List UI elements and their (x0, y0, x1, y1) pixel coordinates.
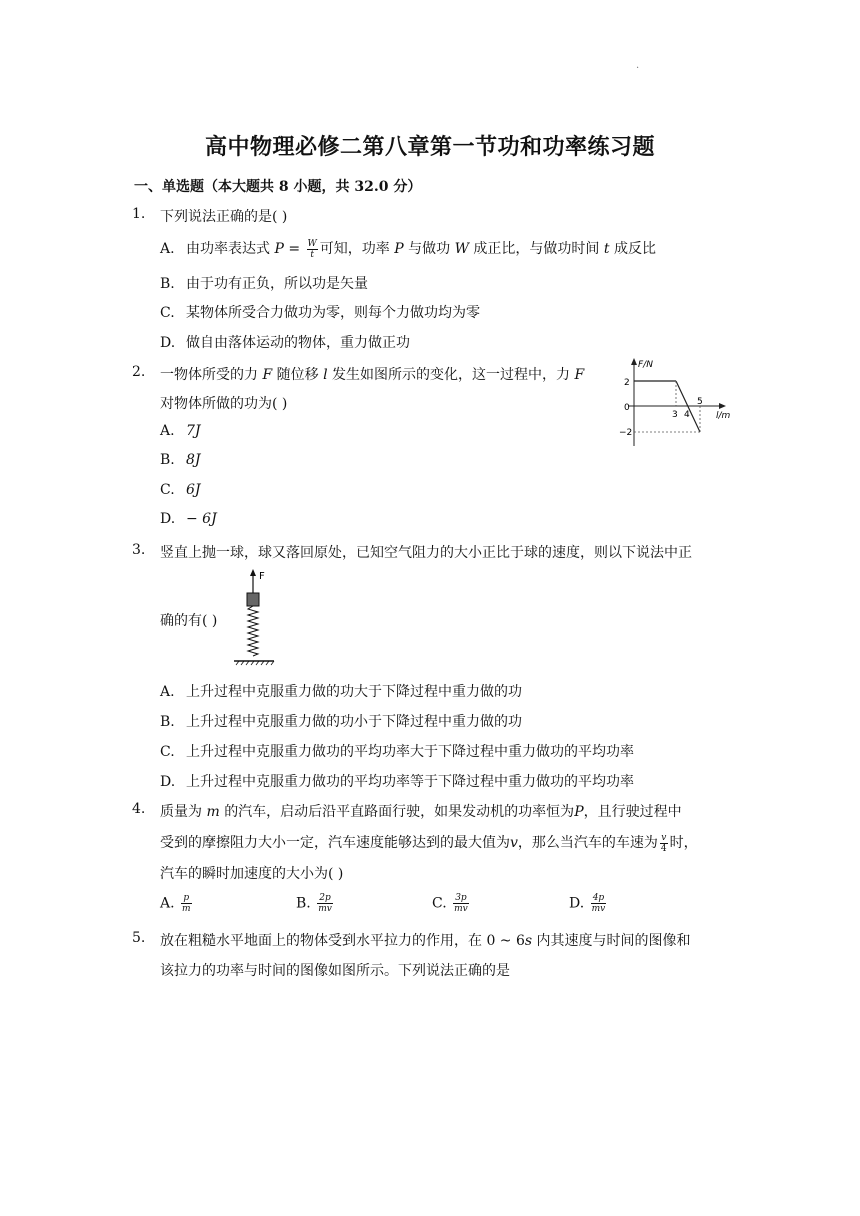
option-label: D. (569, 895, 585, 912)
graph-x-tick: 3 (672, 410, 678, 420)
fraction-p-over-m: $\frac{p}{m}$ (182, 893, 191, 914)
option-label: B. (296, 895, 311, 912)
option-label: A. (160, 423, 175, 439)
block (247, 593, 259, 606)
fraction-w-over-t: $\frac{W}{t}$ (307, 238, 317, 260)
question-4-option-d[interactable] (569, 893, 608, 914)
stem-text: 发生如图所示的变化，这一过程中，力 (332, 367, 571, 383)
option-label: A. (160, 241, 175, 257)
stem-text: 一物体所受的力 (160, 367, 258, 383)
question-5-stem-line-1 (160, 930, 691, 950)
question-3-option-d[interactable] (160, 771, 634, 791)
graph-x-tick: 4 (684, 410, 690, 420)
fraction-v-over-4: $\frac{v}{4}$ (660, 832, 667, 854)
question-4-option-c[interactable] (432, 893, 471, 914)
option-text: 某物体所受合力做功为零，则每个力做功均为零 (186, 305, 480, 321)
stem-text: 放在粗糙水平地面上的物体受到水平拉力的作用，在 (160, 933, 482, 949)
option-label: C. (160, 482, 175, 498)
question-3-option-b[interactable] (160, 711, 522, 731)
option-text: 上升过程中克服重力做的功小于下降过程中重力做的功 (186, 714, 522, 730)
option-text: 上升过程中克服重力做功的平均功率大于下降过程中重力做功的平均功率 (186, 744, 634, 760)
section-heading: 一、单选题（本大题共 8 小题，共 32.0 分） (134, 179, 422, 195)
option-label: D. (160, 774, 176, 790)
stem-text: 时， (669, 835, 698, 851)
option-a-text-1: 由功率表达式 (186, 241, 270, 257)
fraction-4p-over-mv: $\frac{4p}{mv}$ (591, 893, 606, 914)
stem-text: 随位移 (276, 367, 319, 383)
math-v: v (510, 835, 518, 851)
question-1-option-a[interactable]: A. 由功率表达式 P = $\frac{W}{t}$ 可知，功率 P 与做功 W 成正比，与做功时间 t 成反比 (160, 238, 656, 260)
option-text: 做自由落体运动的物体，重力做正功 (186, 335, 410, 351)
fraction-2p-over-mv: $\frac{2p}{mv}$ (318, 893, 332, 914)
question-1-option-c[interactable] (160, 302, 480, 322)
question-1-stem: 下列说法正确的是( ) (160, 209, 288, 225)
force-label: F (259, 571, 265, 582)
question-3-option-a[interactable] (160, 681, 522, 701)
option-label: C. (160, 305, 175, 321)
question-2-stem-line-1 (160, 364, 584, 384)
math-p: P (394, 241, 404, 257)
question-4-stem-line-2 (160, 832, 698, 854)
math-l: l (323, 367, 328, 383)
option-label: C. (432, 895, 447, 912)
math-t: t (603, 241, 610, 257)
spring-block-figure (230, 566, 280, 668)
option-label: D. (160, 511, 176, 527)
question-4-option-a[interactable] (160, 893, 194, 914)
question-2-option-c[interactable] (160, 482, 201, 498)
stem-text: 质量为 (160, 804, 202, 820)
math-f: F (574, 367, 585, 383)
question-1-number: 1. (132, 206, 146, 222)
stem-text: ，且行驶过程中 (583, 804, 682, 820)
question-3-option-c[interactable] (160, 741, 634, 761)
math-f: F (262, 367, 273, 383)
math-w: W (454, 241, 469, 257)
page-title: 高中物理必修二第八章第一节功和功率练习题 (204, 134, 655, 160)
option-a-text-5: 成反比 (613, 241, 656, 257)
graph-x-label: l/m (716, 411, 731, 421)
question-2-option-b[interactable] (160, 452, 201, 468)
spring-icon (248, 606, 258, 656)
question-2-option-d[interactable] (160, 511, 217, 527)
option-text: 上升过程中克服重力做的功大于下降过程中重力做的功 (186, 684, 522, 700)
option-label: A. (160, 895, 175, 912)
option-a-text-2: 可知，功率 (319, 241, 390, 257)
option-label: B. (160, 714, 175, 730)
question-2-number: 2. (132, 364, 146, 380)
graph-y-tick: 2 (624, 378, 630, 388)
option-text: 6J (186, 482, 201, 498)
question-4-number: 4. (132, 801, 146, 817)
option-label: C. (160, 744, 175, 760)
math-m: m (206, 804, 220, 820)
question-2-stem-line-2: 对物体所做的功为( ) (160, 396, 288, 412)
option-text: 上升过程中克服重力做功的平均功率等于下降过程中重力做功的平均功率 (186, 774, 634, 790)
graph-x-tick: 5 (697, 397, 703, 407)
stem-text: ，那么当汽车的车速为 (517, 835, 658, 851)
header-dot: . (636, 60, 640, 71)
math-time-range: 0 ~ 6s (486, 933, 533, 949)
stem-text: 内其速度与时间的图像和 (536, 933, 691, 949)
question-1-option-d[interactable] (160, 332, 410, 352)
option-text: 7J (186, 423, 201, 439)
option-label: B. (160, 452, 175, 468)
fraction-3p-over-mv: $\frac{3p}{mv}$ (454, 893, 468, 914)
graph-y-tick: −2 (619, 428, 633, 438)
option-a-text-3: 与做功 (408, 241, 451, 257)
option-text: 由于功有正负，所以功是矢量 (186, 276, 368, 292)
question-5-stem-line-2: 该拉力的功率与时间的图像如图所示。下列说法正确的是 (160, 963, 510, 979)
math-p: P (574, 804, 584, 820)
question-5-number: 5. (132, 930, 146, 946)
option-text: − 6J (186, 511, 217, 527)
question-4-option-b[interactable] (296, 893, 335, 914)
force-displacement-graph (612, 354, 740, 450)
question-4-stem-line-3: 汽车的瞬时加速度的大小为( ) (160, 866, 344, 882)
question-3-stem-line-1: 竖直上抛一球，球又落回原处，已知空气阻力的大小正比于球的速度，则以下说法中正 (160, 545, 692, 561)
question-2-option-a[interactable] (160, 423, 201, 439)
option-a-text-4: 成正比，与做功时间 (473, 241, 600, 257)
stem-text: 受到的摩擦阻力大小一定，汽车速度能够达到的最大值为 (160, 835, 510, 851)
stem-text: 的汽车，启动后沿平直路面行驶，如果发动机的功率恒为 (224, 804, 575, 820)
question-3-number: 3. (132, 542, 146, 558)
option-label: D. (160, 335, 176, 351)
graph-y-tick: 0 (624, 403, 630, 413)
option-label: A. (160, 684, 175, 700)
math-p: P (274, 241, 284, 257)
question-1-option-b[interactable] (160, 273, 368, 293)
graph-y-label: F/N (638, 360, 653, 370)
option-text: 8J (186, 452, 201, 468)
option-label: B. (160, 276, 175, 292)
question-3-stem-line-2: 确的有( ) (160, 613, 218, 629)
question-4-stem-line-1 (160, 801, 682, 821)
